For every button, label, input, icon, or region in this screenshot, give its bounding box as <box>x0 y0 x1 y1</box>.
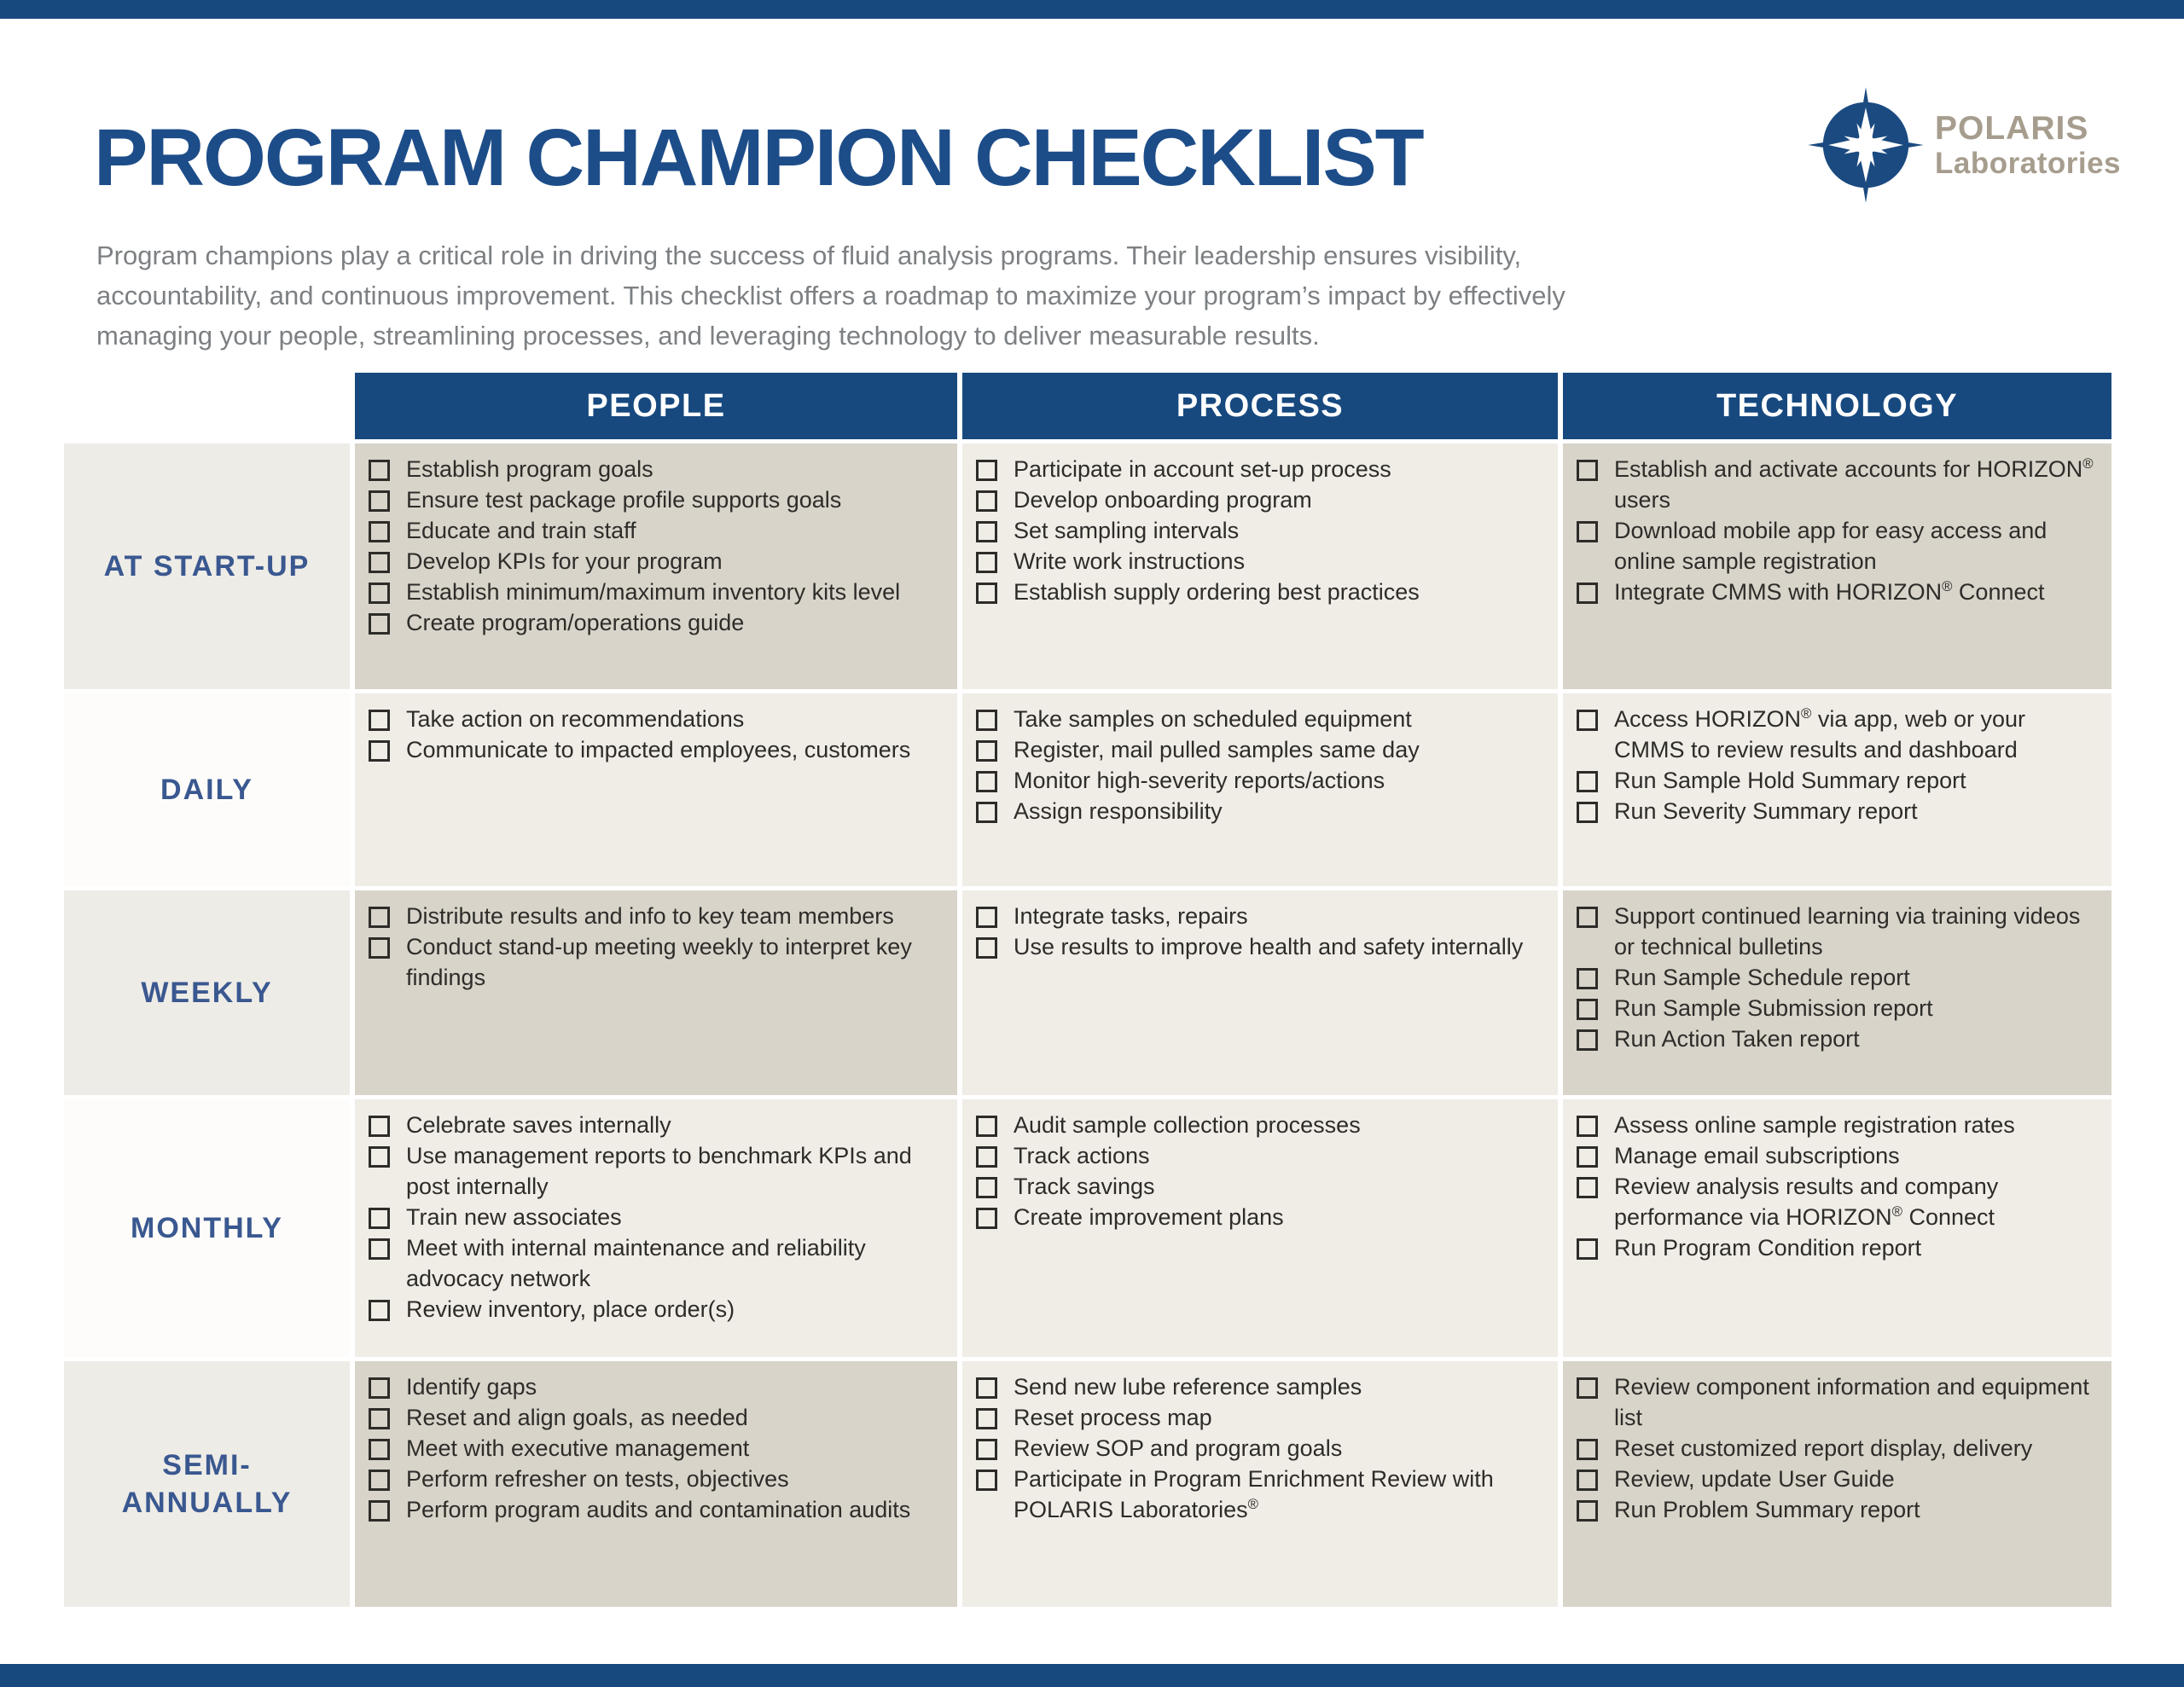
checkbox-icon[interactable] <box>976 1439 997 1460</box>
cell-process-weekly <box>962 890 1558 1095</box>
checkbox-icon[interactable] <box>1577 1470 1598 1491</box>
cell-process-daily <box>962 693 1558 886</box>
checklist-item <box>976 931 1548 962</box>
checklist-item <box>369 1110 947 1140</box>
cell-technology-weekly <box>1563 890 2111 1095</box>
checklist-item <box>1577 704 2101 765</box>
checkbox-icon[interactable] <box>1577 907 1598 928</box>
cell-technology-daily <box>1563 693 2111 886</box>
checkbox-icon[interactable] <box>976 1146 997 1168</box>
cell-people-semi-annually <box>355 1361 957 1607</box>
checklist-item-label: Participate in account set-up process <box>1014 456 1391 482</box>
checklist-item-label: Register, mail pulled samples same day <box>1014 737 1420 762</box>
checklist-item-label: Review, update User Guide <box>1614 1466 1895 1492</box>
polaris-logo <box>1807 82 2121 208</box>
checklist-item <box>1577 1140 2101 1171</box>
checklist-item <box>1577 1464 2101 1494</box>
checkbox-icon[interactable] <box>1577 771 1598 792</box>
checkbox-icon[interactable] <box>976 937 997 959</box>
checklist-table <box>64 373 2111 1607</box>
checkbox-icon[interactable] <box>976 490 997 512</box>
checklist-item-label: Celebrate saves internally <box>406 1112 671 1138</box>
checklist-item <box>976 765 1548 796</box>
checklist-item-label: Meet with internal maintenance and reliability advocacy network <box>406 1235 866 1291</box>
cell-process-semi-annually <box>962 1361 1558 1607</box>
checklist-item <box>976 454 1548 484</box>
checklist-item <box>976 1171 1548 1202</box>
checkbox-icon[interactable] <box>976 1377 997 1399</box>
page-title: PROGRAM CHAMPION CHECKLIST <box>94 113 1423 203</box>
checkbox-icon[interactable] <box>369 1470 390 1491</box>
bottom-accent-bar <box>0 1664 2184 1687</box>
checklist-item-label: Run Action Taken report <box>1614 1026 1860 1052</box>
checkbox-icon[interactable] <box>976 583 997 604</box>
checklist-item-label: Review inventory, place order(s) <box>406 1296 735 1322</box>
row-label-monthly: MONTHLY <box>64 1099 350 1357</box>
table-corner-spacer <box>64 373 350 439</box>
top-accent-bar <box>0 0 2184 19</box>
checklist-item-label: Run Sample Hold Summary report <box>1614 768 1966 793</box>
checklist-item-label: Communicate to impacted employees, customers <box>406 737 911 762</box>
checkbox-icon[interactable] <box>369 1500 390 1522</box>
checklist-item <box>369 546 947 577</box>
checklist-item-label: Download mobile app for easy access and online sample registration <box>1614 518 2048 574</box>
checklist-item <box>369 454 947 484</box>
checklist-item <box>369 931 947 993</box>
checklist-item-label: Run Sample Schedule report <box>1614 965 1910 990</box>
cell-process-monthly <box>962 1099 1558 1357</box>
cell-technology-semi-annually <box>1563 1361 2111 1607</box>
checkbox-icon[interactable] <box>369 490 390 512</box>
checklist-item <box>369 577 947 607</box>
checklist-item-label: Run Problem Summary report <box>1614 1497 1920 1522</box>
checkbox-icon[interactable] <box>976 552 997 573</box>
checkbox-icon[interactable] <box>1577 710 1598 731</box>
checklist-item <box>1577 515 2101 577</box>
checkbox-icon[interactable] <box>1577 583 1598 604</box>
checkbox-icon[interactable] <box>976 802 997 823</box>
checklist-item-label: Educate and train staff <box>406 518 636 543</box>
checkbox-icon[interactable] <box>976 1470 997 1491</box>
checklist-item-label: Integrate CMMS with HORIZON® Connect <box>1614 578 2045 605</box>
checklist-item-label: Integrate tasks, repairs <box>1014 903 1248 929</box>
checklist-item <box>976 1464 1548 1525</box>
intro-line: managing your people, streamlining processes, and leveraging technology to deliver measurable results. <box>96 321 1320 351</box>
checklist-item-label: Run Sample Submission report <box>1614 995 1933 1021</box>
checklist-item <box>1577 577 2101 607</box>
checklist-item-label: Meet with executive management <box>406 1435 750 1461</box>
checklist-item <box>1577 993 2101 1023</box>
checklist-item-label: Take samples on scheduled equipment <box>1014 706 1412 732</box>
checklist-item <box>369 734 947 765</box>
cell-people-monthly <box>355 1099 957 1357</box>
checklist-item <box>1577 1232 2101 1263</box>
checkbox-icon[interactable] <box>369 1408 390 1429</box>
checklist-item <box>369 1140 947 1202</box>
checklist-item <box>369 515 947 546</box>
checklist-item-label: Use management reports to benchmark KPIs and post internally <box>406 1143 912 1199</box>
checklist-item-label: Support continued learning via training videos or technical bulletins <box>1614 903 2081 959</box>
checkbox-icon[interactable] <box>369 1208 390 1229</box>
checkbox-icon[interactable] <box>369 1238 390 1260</box>
checkbox-icon[interactable] <box>1577 460 1598 481</box>
checklist-item-label: Access HORIZON® via app, web or your CMMS to review results and dashboard <box>1614 705 2026 762</box>
checklist-item <box>1577 1110 2101 1140</box>
column-header-technology: TECHNOLOGY <box>1563 373 2111 439</box>
checklist-item-label: Establish minimum/maximum inventory kits level <box>406 579 901 605</box>
checkbox-icon[interactable] <box>1577 1500 1598 1522</box>
checkbox-icon[interactable] <box>1577 1177 1598 1198</box>
row-label-at-start-up: AT START-UP <box>64 443 350 689</box>
checklist-item <box>976 901 1548 931</box>
checklist-item <box>976 704 1548 734</box>
checklist-item-label: Reset customized report display, delivery <box>1614 1435 2033 1461</box>
logo-subname: Laboratories <box>1935 147 2121 181</box>
checklist-item <box>976 1402 1548 1433</box>
checkbox-icon[interactable] <box>976 771 997 792</box>
cell-technology-at-start-up <box>1563 443 2111 689</box>
checkbox-icon[interactable] <box>1577 1377 1598 1399</box>
row-label-weekly: WEEKLY <box>64 890 350 1095</box>
checklist-item-label: Run Program Condition report <box>1614 1235 1922 1261</box>
checklist-item-label: Train new associates <box>406 1204 622 1230</box>
checkbox-icon[interactable] <box>1577 802 1598 823</box>
checkbox-icon[interactable] <box>976 521 997 542</box>
checklist-item <box>976 734 1548 765</box>
checklist-item <box>369 1494 947 1525</box>
checklist-item-label: Track actions <box>1014 1143 1150 1168</box>
checklist-item <box>1577 1171 2101 1232</box>
checkbox-icon[interactable] <box>1577 999 1598 1020</box>
checklist-item-label: Assess online sample registration rates <box>1614 1112 2015 1138</box>
checklist-item-label: Run Severity Summary report <box>1614 798 1918 824</box>
checkbox-icon[interactable] <box>369 583 390 604</box>
checkbox-icon[interactable] <box>976 710 997 731</box>
checklist-item <box>369 1433 947 1464</box>
checklist-item-label: Perform program audits and contamination audits <box>406 1497 911 1522</box>
checkbox-icon[interactable] <box>976 907 997 928</box>
checkbox-icon[interactable] <box>976 460 997 481</box>
compass-star-icon <box>1807 82 1925 208</box>
checkbox-icon[interactable] <box>976 1208 997 1229</box>
checkbox-icon[interactable] <box>976 1408 997 1429</box>
checkbox-icon[interactable] <box>976 740 997 762</box>
checkbox-icon[interactable] <box>1577 1116 1598 1137</box>
checklist-item-label: Develop onboarding program <box>1014 487 1312 513</box>
checklist-item <box>1577 1371 2101 1433</box>
checklist-item-label: Reset process map <box>1014 1405 1212 1430</box>
checklist-item <box>369 1294 947 1325</box>
checklist-item-label: Review SOP and program goals <box>1014 1435 1343 1461</box>
checkbox-icon[interactable] <box>1577 1146 1598 1168</box>
checklist-item-label: Establish program goals <box>406 456 653 482</box>
intro-paragraph <box>96 235 1565 356</box>
checkbox-icon[interactable] <box>1577 968 1598 989</box>
row-label-daily: DAILY <box>64 693 350 886</box>
checklist-item <box>976 484 1548 515</box>
checklist-item-label: Review analysis results and company performance via HORIZON® Connect <box>1614 1174 1999 1230</box>
checklist-item-label: Monitor high-severity reports/actions <box>1014 768 1385 793</box>
checklist-item <box>976 515 1548 546</box>
checklist-item-label: Distribute results and info to key team members <box>406 903 894 929</box>
row-label-semi-annually: SEMI-ANNUALLY <box>64 1361 350 1607</box>
checklist-item <box>976 577 1548 607</box>
checklist-item <box>976 1202 1548 1232</box>
column-header-process: PROCESS <box>962 373 1558 439</box>
checklist-item-label: Set sampling intervals <box>1014 518 1240 543</box>
intro-line: accountability, and continuous improvement. This checklist offers a roadmap to maximize your program’s impact by effectively <box>96 281 1565 310</box>
checkbox-icon[interactable] <box>369 521 390 542</box>
checklist-item <box>1577 901 2101 962</box>
checkbox-icon[interactable] <box>369 1146 390 1168</box>
checklist-item-label: Identify gaps <box>406 1374 537 1400</box>
checklist-item-label: Write work instructions <box>1014 548 1246 574</box>
checklist-item <box>1577 962 2101 993</box>
checklist-item-label: Use results to improve health and safety internally <box>1014 934 1524 959</box>
checklist-item <box>369 1402 947 1433</box>
checkbox-icon[interactable] <box>976 1177 997 1198</box>
checkbox-icon[interactable] <box>369 460 390 481</box>
checklist-item-label: Review component information and equipment list <box>1614 1374 2089 1430</box>
cell-people-weekly <box>355 890 957 1095</box>
checklist-item <box>976 1140 1548 1171</box>
checkbox-icon[interactable] <box>369 937 390 959</box>
checklist-item-label: Establish supply ordering best practices <box>1014 579 1420 605</box>
checklist-item-label: Take action on recommendations <box>406 706 745 732</box>
checklist-item-label: Conduct stand-up meeting weekly to interpret key findings <box>406 934 912 990</box>
checklist-item-label: Perform refresher on tests, objectives <box>406 1466 789 1492</box>
checklist-item-label: Reset and align goals, as needed <box>406 1405 748 1430</box>
checkbox-icon[interactable] <box>369 907 390 928</box>
checkbox-icon[interactable] <box>1577 1238 1598 1260</box>
checklist-item <box>369 1371 947 1402</box>
intro-line: Program champions play a critical role in driving the success of fluid analysis programs. Their leadership ensures visibility, <box>96 241 1522 270</box>
checkbox-icon[interactable] <box>369 1300 390 1321</box>
checkbox-icon[interactable] <box>369 613 390 635</box>
checkbox-icon[interactable] <box>1577 1439 1598 1460</box>
checklist-item <box>1577 1494 2101 1525</box>
checkbox-icon[interactable] <box>1577 521 1598 542</box>
cell-people-daily <box>355 693 957 886</box>
checklist-item-label: Ensure test package profile supports goals <box>406 487 842 513</box>
checkbox-icon[interactable] <box>369 740 390 762</box>
checklist-item <box>976 1110 1548 1140</box>
checklist-item <box>369 607 947 638</box>
checklist-item-label: Participate in Program Enrichment Review with POLARIS Laboratories® <box>1014 1466 1494 1522</box>
checklist-item <box>369 704 947 734</box>
checkbox-icon[interactable] <box>369 552 390 573</box>
checklist-item-label: Send new lube reference samples <box>1014 1374 1362 1400</box>
checklist-item-label: Audit sample collection processes <box>1014 1112 1361 1138</box>
checkbox-icon[interactable] <box>369 1439 390 1460</box>
checklist-item <box>369 1202 947 1232</box>
checklist-item <box>369 1232 947 1294</box>
checklist-item-label: Create program/operations guide <box>406 610 745 635</box>
checklist-item <box>976 796 1548 826</box>
cell-process-at-start-up <box>962 443 1558 689</box>
checklist-item <box>369 901 947 931</box>
checklist-item <box>1577 765 2101 796</box>
checklist-item <box>369 484 947 515</box>
checklist-item <box>976 546 1548 577</box>
checklist-item <box>976 1371 1548 1402</box>
checklist-item <box>369 1464 947 1494</box>
checkbox-icon[interactable] <box>1577 1029 1598 1051</box>
checklist-item <box>1577 454 2101 515</box>
cell-people-at-start-up <box>355 443 957 689</box>
checkbox-icon[interactable] <box>976 1116 997 1137</box>
checklist-item-label: Track savings <box>1014 1174 1155 1199</box>
checklist-item-label: Create improvement plans <box>1014 1204 1284 1230</box>
checklist-item <box>1577 1023 2101 1054</box>
column-header-people: PEOPLE <box>355 373 957 439</box>
checkbox-icon[interactable] <box>369 1116 390 1137</box>
checkbox-icon[interactable] <box>369 1377 390 1399</box>
checkbox-icon[interactable] <box>369 710 390 731</box>
checklist-item-label: Develop KPIs for your program <box>406 548 723 574</box>
checklist-item-label: Manage email subscriptions <box>1614 1143 1900 1168</box>
checklist-item-label: Assign responsibility <box>1014 798 1223 824</box>
logo-name: POLARIS <box>1935 109 2089 147</box>
checklist-item <box>976 1433 1548 1464</box>
cell-technology-monthly <box>1563 1099 2111 1357</box>
checklist-item <box>1577 796 2101 826</box>
checklist-item-label: Establish and activate accounts for HORIZON® users <box>1614 455 2094 513</box>
checklist-item <box>1577 1433 2101 1464</box>
